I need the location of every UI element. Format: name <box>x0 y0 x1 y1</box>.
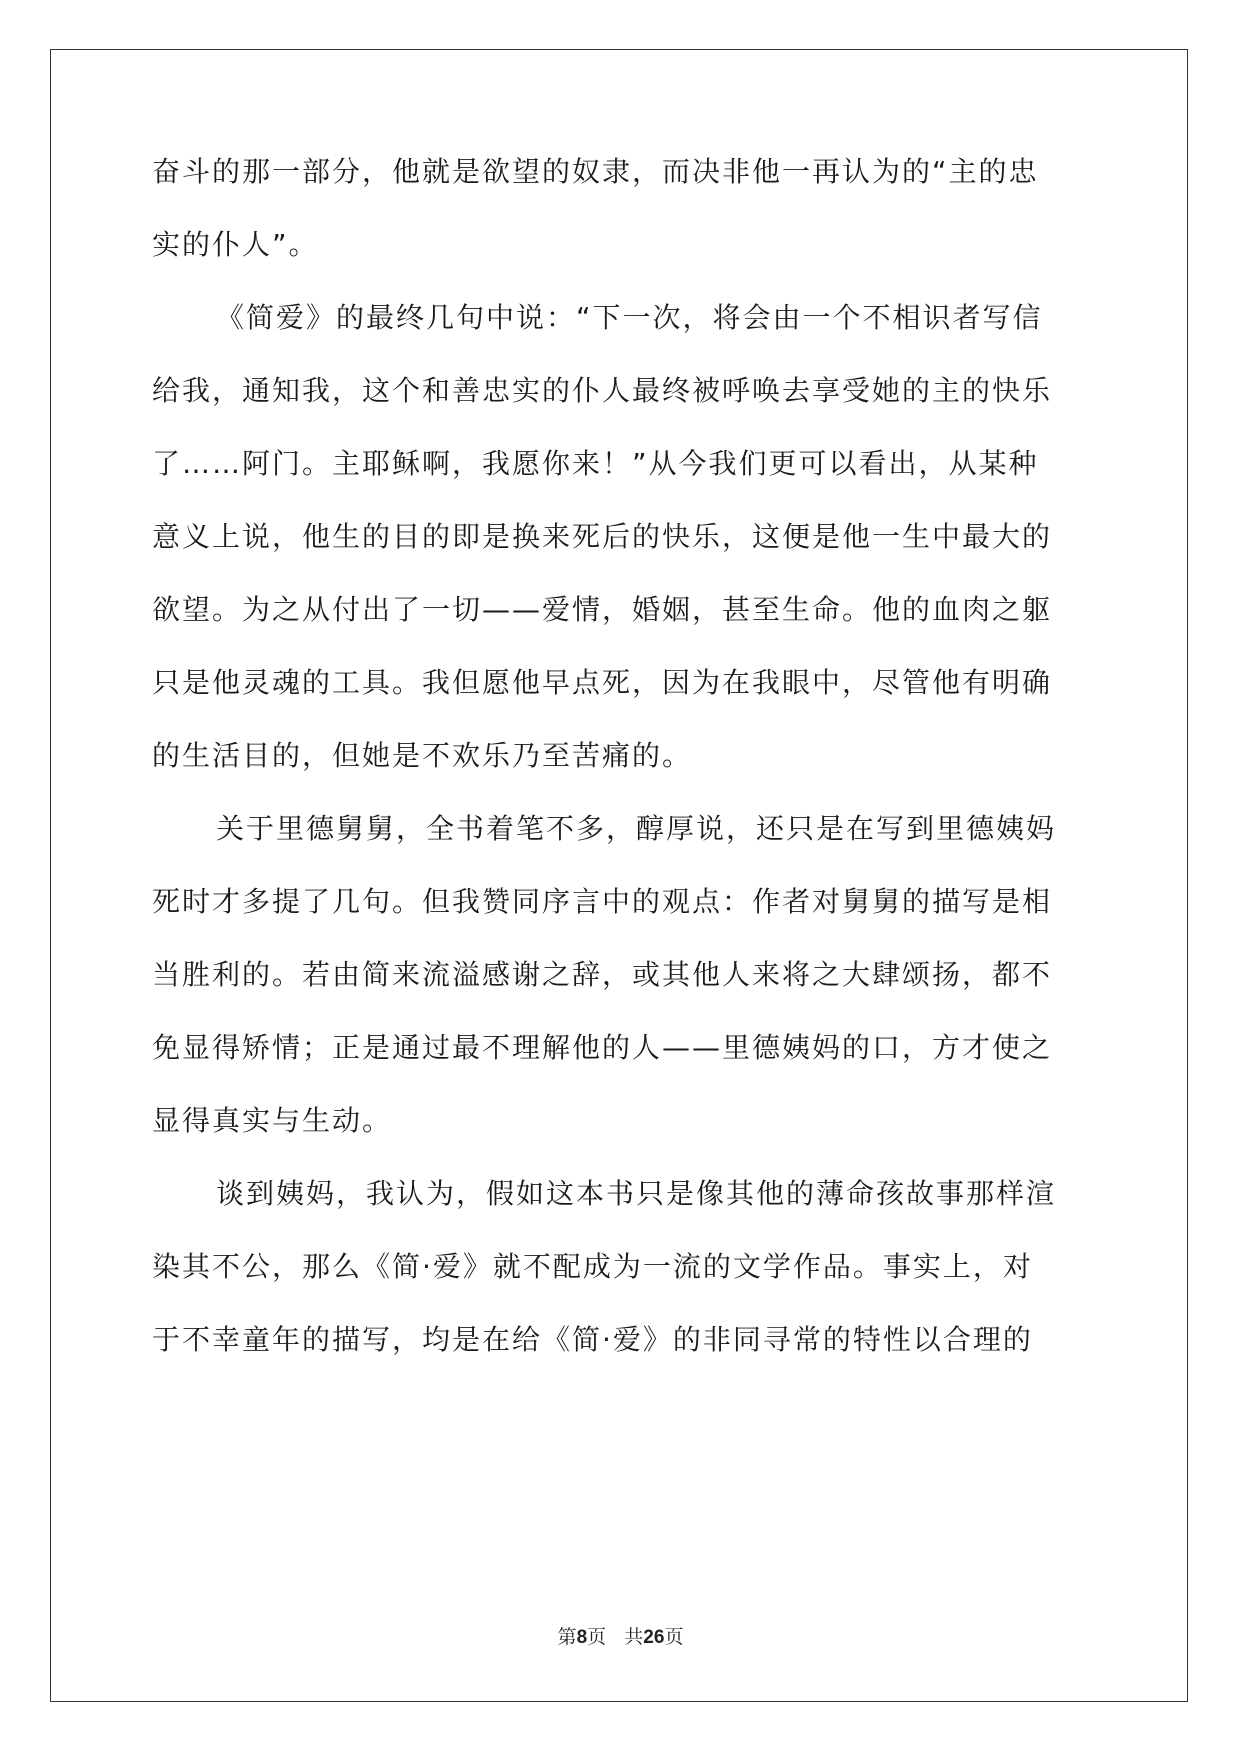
footer-label-ye-total: 页 <box>664 1626 684 1648</box>
text-line: 了……阿门。主耶稣啊，我愿你来！”从今我们更可以看出，从某种 <box>152 447 1039 480</box>
text-line: 只是他灵魂的工具。我但愿他早点死，因为在我眼中，尽管他有明确 <box>152 666 1053 699</box>
text-line: 当胜利的。若由简来流溢感谢之辞，或其他人来将之大肆颂扬，都不 <box>152 958 1053 991</box>
text-line: 于不幸童年的描写，均是在给《简·爱》的非同寻常的特性以合理的 <box>152 1323 1033 1356</box>
text-line: 显得真实与生动。 <box>152 1104 393 1137</box>
total-pages-number: 26 <box>643 1627 665 1648</box>
paragraph-first-line: 谈到姨妈，我认为，假如这本书只是像其他的薄命孩故事那样渲 <box>216 1177 1057 1210</box>
text-line: 实的仆人”。 <box>152 228 319 261</box>
text-line: 欲望。为之从付出了一切——爱情，婚姻，甚至生命。他的血肉之躯 <box>152 593 1053 626</box>
paragraph-first-line: 《简爱》的最终几句中说：“下一次，将会由一个不相识者写信 <box>216 301 1043 334</box>
page-footer <box>0 1622 1241 1649</box>
page-border <box>50 49 1188 1702</box>
text-line: 免显得矫情；正是通过最不理解他的人——里德姨妈的口，方才使之 <box>152 1031 1053 1064</box>
footer-label-di: 第 <box>557 1626 577 1648</box>
text-line: 染其不公，那么《简·爱》就不配成为一流的文学作品。事实上，对 <box>152 1250 1033 1283</box>
text-line: 给我，通知我，这个和善忠实的仆人最终被呼唤去享受她的主的快乐 <box>152 374 1053 407</box>
current-page-number: 8 <box>576 1627 588 1648</box>
text-line: 死时才多提了几句。但我赞同序言中的观点：作者对舅舅的描写是相 <box>152 885 1053 918</box>
text-line: 奋斗的那一部分，他就是欲望的奴隶，而决非他一再认为的“主的忠 <box>152 155 1039 188</box>
paragraph-first-line: 关于里德舅舅，全书着笔不多，醇厚说，还只是在写到里德姨妈 <box>216 812 1057 845</box>
footer-label-ye: 页 <box>587 1626 607 1648</box>
text-line: 的生活目的，但她是不欢乐乃至苦痛的。 <box>152 739 693 772</box>
footer-label-gong: 共 <box>624 1626 644 1648</box>
text-line: 意义上说，他生的目的即是换来死后的快乐，这便是他一生中最大的 <box>152 520 1053 553</box>
